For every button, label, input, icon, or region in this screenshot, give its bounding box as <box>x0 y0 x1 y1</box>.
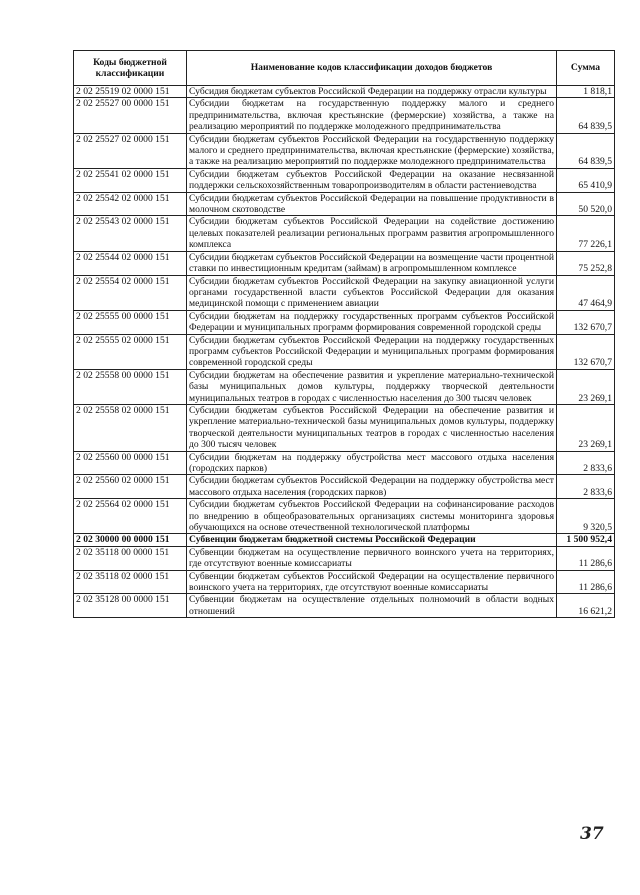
table-row <box>74 475 615 499</box>
row-code: 2 02 25560 02 0000 151 <box>74 475 187 499</box>
table-row <box>74 133 615 168</box>
table-row <box>74 369 615 404</box>
row-sum: 132 670,7 <box>557 334 615 369</box>
row-code: 2 02 25519 02 0000 151 <box>74 86 187 98</box>
table-row <box>74 310 615 334</box>
table-row <box>74 546 615 570</box>
table-row <box>74 334 615 369</box>
row-name: Субсидии бюджетам субъектов Российской Федерации на возмещение части процентной ставки по инвестиционным кредитам (займам) в агропромышленном комплексе <box>187 251 557 275</box>
row-code: 2 02 35128 00 0000 151 <box>74 594 187 618</box>
table-row <box>74 594 615 618</box>
row-name: Субсидии бюджетам субъектов Российской Федерации на софинансирование расходов по внедрению в общеобразовательных организациях системы мониторинга здоровья обучающихся на основе отечественной технологической платформы <box>187 499 557 534</box>
page-number: 37 <box>580 824 604 844</box>
table-row <box>74 275 615 310</box>
row-sum: 9 320,5 <box>557 499 615 534</box>
row-code: 2 02 25558 00 0000 151 <box>74 369 187 404</box>
row-code: 2 02 25560 00 0000 151 <box>74 451 187 475</box>
row-sum: 64 839,5 <box>557 133 615 168</box>
table-row <box>74 216 615 251</box>
table-row <box>74 168 615 192</box>
row-name: Субсидии бюджетам на государственную поддержку малого и среднего предпринимательства, включая крестьянские (фермерские) хозяйства, а также на реализацию мероприятий по поддержке молодежного предпринимательства <box>187 98 557 133</box>
table-row <box>74 251 615 275</box>
row-sum: 47 464,9 <box>557 275 615 310</box>
row-sum: 2 833,6 <box>557 475 615 499</box>
row-name: Субвенции бюджетам на осуществление отдельных полномочий в области водных отношений <box>187 594 557 618</box>
row-code: 2 02 25527 00 0000 151 <box>74 98 187 133</box>
row-sum: 11 286,6 <box>557 570 615 594</box>
row-name: Субсидии бюджетам субъектов Российской Федерации на содействие достижению целевых показателей реализации региональных программ развития агропромышленного комплекса <box>187 216 557 251</box>
row-name: Субвенции бюджетам бюджетной системы Российской Федерации <box>187 534 557 546</box>
row-sum: 50 520,0 <box>557 192 615 216</box>
row-sum: 1 500 952,4 <box>557 534 615 546</box>
row-name: Субсидии бюджетам субъектов Российской Федерации на поддержку государственных программ субъектов Российской Федерации и муниципальных программ формирования современной городской среды <box>187 334 557 369</box>
row-name: Субсидии бюджетам субъектов Российской Федерации на поддержку обустройства мест массового отдыха населения (городских парков) <box>187 475 557 499</box>
row-name: Субсидии бюджетам субъектов Российской Федерации на государственную поддержку малого и среднего предпринимательства, включая крестьянские (фермерские) хозяйства, а также на реализацию мероприятий по поддержке молодежного предпринимательства <box>187 133 557 168</box>
row-sum: 132 670,7 <box>557 310 615 334</box>
row-name: Субсидии бюджетам на обеспечение развития и укрепление материально-технической базы муниципальных домов культуры, поддержку творческой деятельности муниципальных театров в городах с численностью населения до 300 тысяч человек <box>187 369 557 404</box>
row-sum: 65 410,9 <box>557 168 615 192</box>
header-code: Коды бюджетной классификации <box>74 51 187 86</box>
row-sum: 75 252,8 <box>557 251 615 275</box>
row-code: 2 02 25541 02 0000 151 <box>74 168 187 192</box>
header-sum: Сумма <box>557 51 615 86</box>
row-name: Субсидии бюджетам субъектов Российской Федерации на повышение продуктивности в молочном скотоводстве <box>187 192 557 216</box>
row-name: Субсидии бюджетам субъектов Российской Федерации на закупку авиационной услуги органами государственной власти субъектов Российской Федерации для оказания медицинской помощи с применением авиации <box>187 275 557 310</box>
row-sum: 11 286,6 <box>557 546 615 570</box>
row-name: Субсидии бюджетам на поддержку обустройства мест массового отдыха населения (городских парков) <box>187 451 557 475</box>
table-row <box>74 404 615 451</box>
row-code: 2 02 25542 02 0000 151 <box>74 192 187 216</box>
table-row <box>74 499 615 534</box>
table-row <box>74 86 615 98</box>
budget-revenue-table <box>73 50 615 618</box>
row-sum: 77 226,1 <box>557 216 615 251</box>
table-row <box>74 192 615 216</box>
budget-table-sheet <box>73 50 614 618</box>
row-code: 2 02 25558 02 0000 151 <box>74 404 187 451</box>
row-sum: 16 621,2 <box>557 594 615 618</box>
table-row <box>74 570 615 594</box>
row-code: 2 02 35118 02 0000 151 <box>74 570 187 594</box>
row-name: Субсидии бюджетам на поддержку государственных программ субъектов Российской Федерации и муниципальных программ формирования современной городской среды <box>187 310 557 334</box>
row-sum: 23 269,1 <box>557 404 615 451</box>
row-name: Субвенции бюджетам субъектов Российской Федерации на осуществление первичного воинского учета на территориях, где отсутствуют военные комиссариаты <box>187 570 557 594</box>
row-code: 2 02 25555 00 0000 151 <box>74 310 187 334</box>
row-code: 2 02 25543 02 0000 151 <box>74 216 187 251</box>
row-code: 2 02 25544 02 0000 151 <box>74 251 187 275</box>
row-sum: 64 839,5 <box>557 98 615 133</box>
table-header-row <box>74 51 615 86</box>
row-sum: 23 269,1 <box>557 369 615 404</box>
row-sum: 1 818,1 <box>557 86 615 98</box>
row-code: 2 02 25554 02 0000 151 <box>74 275 187 310</box>
row-code: 2 02 25527 02 0000 151 <box>74 133 187 168</box>
header-name: Наименование кодов классификации доходов бюджетов <box>187 51 557 86</box>
table-row <box>74 98 615 133</box>
table-row <box>74 451 615 475</box>
row-name: Субвенции бюджетам на осуществление первичного воинского учета на территориях, где отсутствуют военные комиссариаты <box>187 546 557 570</box>
row-code: 2 02 35118 00 0000 151 <box>74 546 187 570</box>
row-name: Субсидия бюджетам субъектов Российской Федерации на поддержку отрасли культуры <box>187 86 557 98</box>
row-code: 2 02 25555 02 0000 151 <box>74 334 187 369</box>
row-name: Субсидии бюджетам субъектов Российской Федерации на оказание несвязанной поддержки сельскохозяйственным товаропроизводителям в области растениеводства <box>187 168 557 192</box>
table-row <box>74 534 615 546</box>
row-code: 2 02 30000 00 0000 151 <box>74 534 187 546</box>
row-name: Субсидии бюджетам субъектов Российской Федерации на обеспечение развития и укрепление материально-технической базы муниципальных домов культуры, поддержку творческой деятельности муниципальных театров в городах с численностью населения до 300 тысяч человек <box>187 404 557 451</box>
row-code: 2 02 25564 02 0000 151 <box>74 499 187 534</box>
row-sum: 2 833,6 <box>557 451 615 475</box>
table-body <box>74 86 615 618</box>
